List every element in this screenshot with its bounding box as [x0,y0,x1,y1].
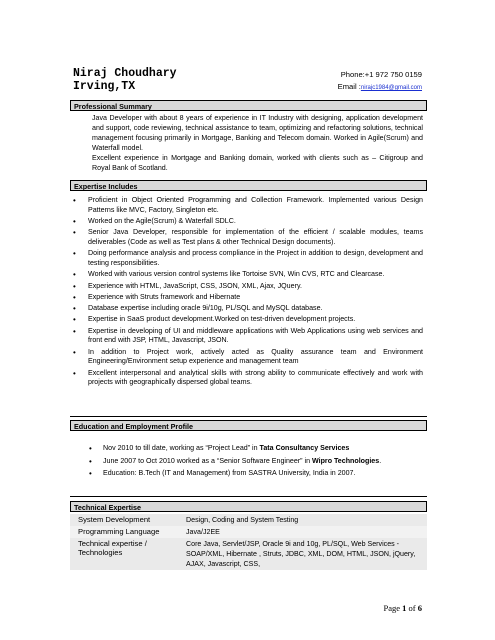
section-heading-summary: Professional Summary [70,100,427,111]
email-line [338,82,422,91]
candidate-location: Irving,TX [73,80,136,93]
list-item: • Worked on the Agile(Scrum) & Waterfall SDLC. [73,217,423,227]
table-value: Core Java, Servlet/JSP, Oracle 9i and 10g, PL/SQL, Web Services - SOAP/XML, Hibernate , Struts, JDBC, XML, DOM, HTML, JSON, jQuery, AJAX, Javascript, CSS, [183,538,427,570]
section-heading-expertise: Expertise Includes [70,180,427,191]
table-value: Design, Coding and System Testing [183,514,427,526]
list-item: • Experience with Struts framework and Hibernate [73,293,423,303]
summary-text [92,113,423,173]
table-key: Technical expertise / Technologies [70,538,183,570]
technical-expertise-table [70,514,427,570]
email-label: Email : [337,82,361,91]
expertise-list [73,196,423,390]
section-divider [70,496,427,497]
list-item: • Senior Java Developer, responsible for implementation of the efficient / scalable modules, teams deliverables (Code as well as Test plans & other Technical Design documents). [73,228,423,247]
list-item: • Proficient in Object Oriented Programming and Collection Framework. Implemented various Design Patterns like MVC, Factory, Singleton etc. [73,196,423,215]
email-link[interactable]: nirajc1984@gmail.com [360,85,422,91]
list-item: • Experience with HTML, JavaScript, CSS, JSON, XML, Ajax, JQuery. [73,282,423,292]
phone-number: Phone:+1 972 750 0159 [340,70,422,79]
list-item: • Excellent interpersonal and analytical skills with strong ability to communicate effectively and work with projects with geographically dispersed global teams. [73,369,423,388]
table-row [70,538,427,570]
education-list [89,444,419,482]
table-row [70,526,427,538]
page-number: Page 1 of 6 [383,603,422,613]
table-value: Java/J2EE [183,526,427,538]
list-item: • In addition to Project work, actively acted as Quality assurance team and Environment Engineering/Environment setup experience and management team [73,348,423,367]
table-key: System Development [70,514,183,526]
section-heading-technical: Technical Expertise [70,501,427,512]
list-item: • Doing performance analysis and process compliance in the Project in addition to design, development and testing responsibilities. [73,249,423,268]
list-item: • Database expertise including oracle 9i/10g, PL/SQL and MySQL database. [73,304,423,314]
list-item: • Nov 2010 to till date, working as “Project Lead” in Tata Consultancy Services [89,444,419,453]
table-row [70,514,427,526]
list-item: • Expertise in SaaS product development.Worked on test-driven development projects. [73,315,423,325]
table-key: Programming Language [70,526,183,538]
list-item: • Expertise in developing of UI and middleware applications with Web Applications using web services and front end with JSP, HTML, Javascript, JSON. [73,327,423,346]
list-item: • Worked with various version control systems like Tortoise SVN, Win CVS, RTC and Clearcase. [73,270,423,280]
list-item: • June 2007 to Oct 2010 worked as a “Senior Software Engineer” in Wipro Technologies. [89,457,419,466]
summary-paragraph: Excellent experience in Mortgage and Banking domain, worked with clients such as – Citigroup and Royal Bank of Scotland. [92,154,423,172]
list-item: • Education: B.Tech (IT and Management) from SASTRA University, India in 2007. [89,469,419,478]
section-heading-education: Education and Employment Profile [70,420,427,431]
summary-paragraph: Java Developer with about 8 years of experience in IT Industry with designing, application development and support, code reviewing, technical assistance to team, optimizing and refactoring solutions, technical management focusing primarily in Mortgage, Banking and Telecom domain. Worked in Agile(Scrum) and Waterfall model. [92,114,423,152]
section-divider [70,416,427,417]
candidate-name: Niraj Choudhary [73,67,177,80]
